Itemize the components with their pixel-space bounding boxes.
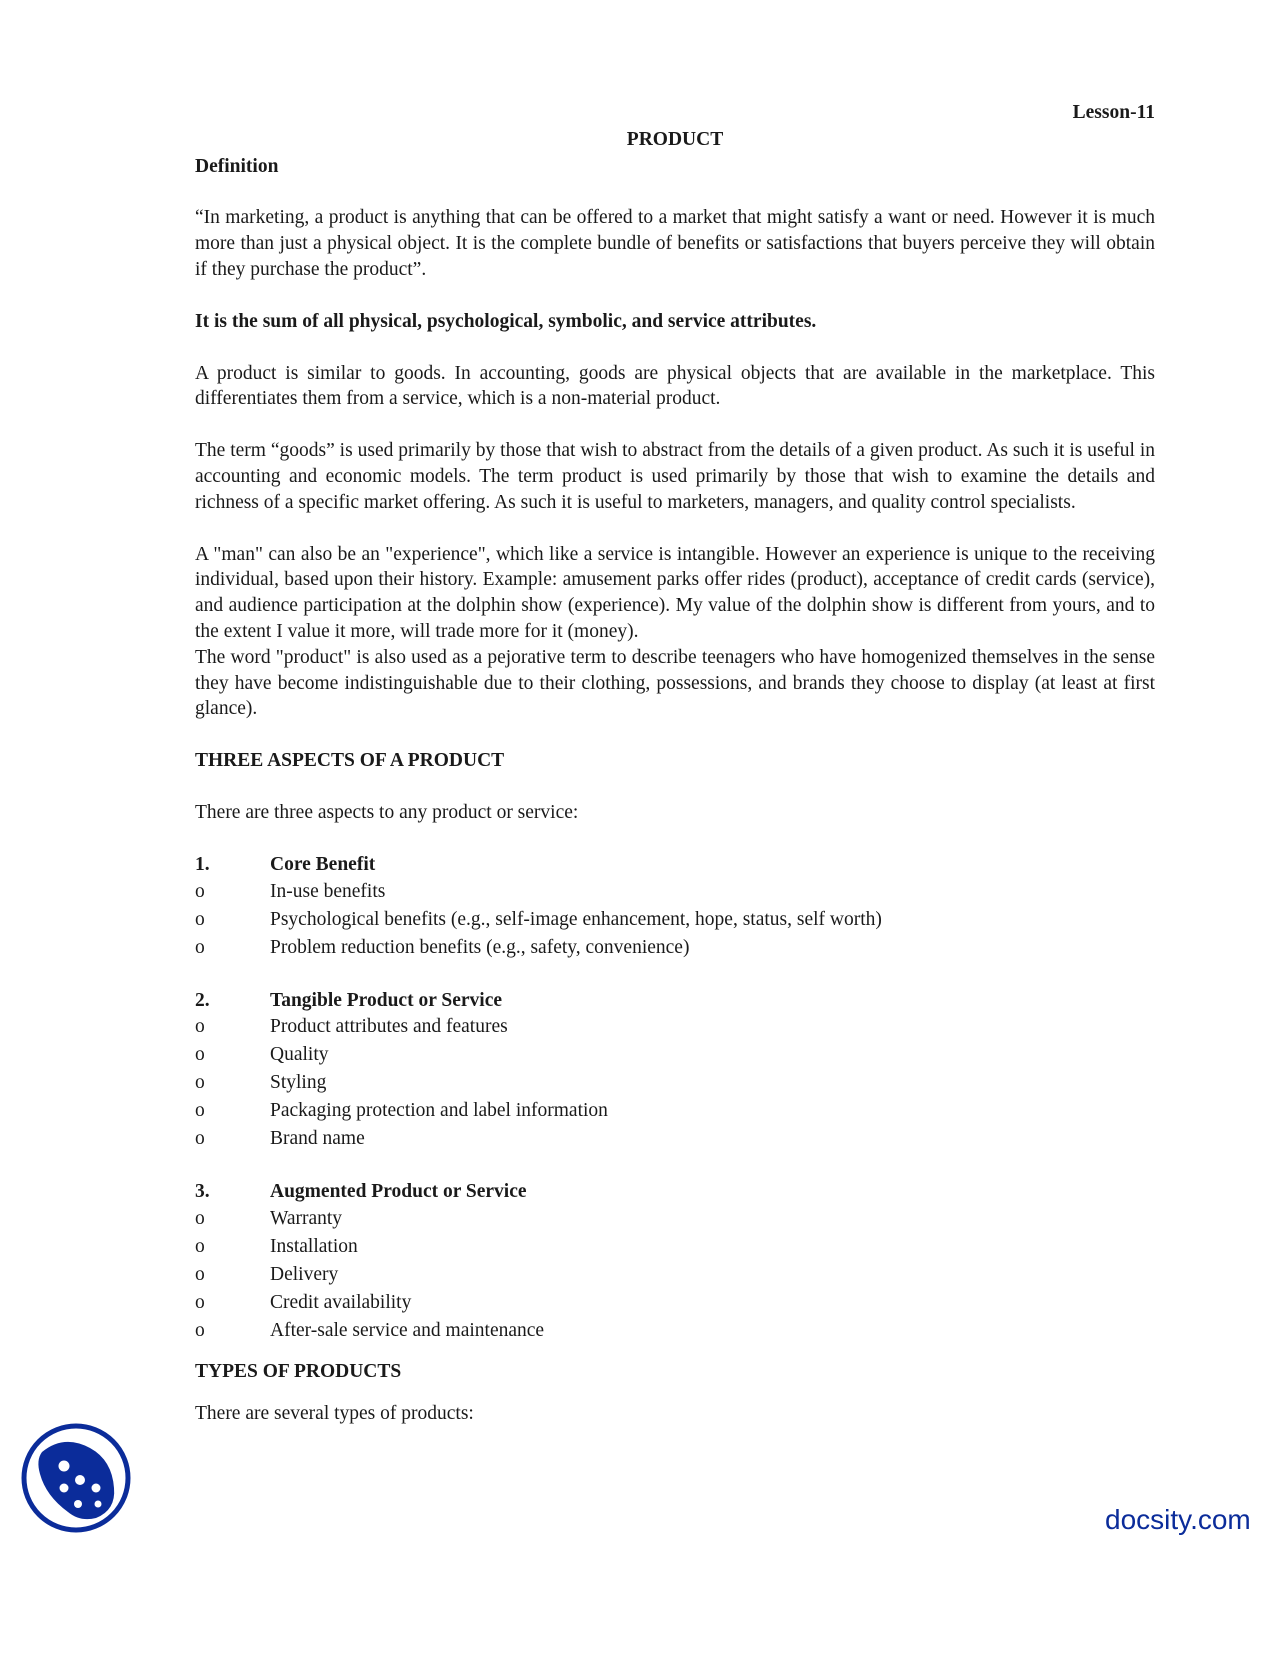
page-title: PRODUCT	[626, 128, 724, 150]
list-item-text: Psychological benefits (e.g., self-image enhancement, hope, status, self worth)	[270, 908, 882, 930]
list-item	[195, 1097, 1155, 1125]
list-number: 2.	[195, 989, 210, 1011]
sum-statement: It is the sum of all physical, psychological, symbolic, and service attributes.	[195, 310, 817, 332]
list-item	[195, 906, 1155, 934]
list-item-text: Quality	[270, 1044, 329, 1066]
list-item	[195, 1205, 1155, 1233]
term-paragraph: The term “goods” is used primarily by those that wish to abstract from the details of a given product. As such it is useful in accounting and economic models. The term product is used primarily by those that wish to examine the details and richness of a specific market offering. As such it is useful to marketers, managers, and quality control specialists.	[195, 440, 1155, 513]
list-item	[195, 1233, 1155, 1261]
list-title: Tangible Product or Service	[270, 989, 503, 1011]
aspects-heading: THREE ASPECTS OF A PRODUCT	[195, 750, 505, 772]
list-number: 3.	[195, 1181, 210, 1203]
list-item	[195, 934, 1155, 962]
pejorative-paragraph: The word "product" is also used as a pejorative term to describe teenagers who have homogenized themselves in the sense they have become indistinguishable due to their clothing, possessions, and brands they choose to display (at least at first glance).	[195, 646, 1155, 720]
docsity-logo-icon[interactable]	[20, 1422, 132, 1534]
aspect-core-benefit	[195, 852, 1155, 878]
list-item	[195, 1069, 1155, 1097]
list-item-text: After-sale service and maintenance	[270, 1320, 545, 1342]
list-item	[195, 1013, 1155, 1041]
list-item-text: Credit availability	[270, 1292, 412, 1314]
list-item-text: Styling	[270, 1072, 327, 1094]
bullet-mark: o	[195, 1320, 205, 1342]
bullet-mark: o	[195, 1208, 205, 1230]
list-title: Core Benefit	[270, 853, 376, 875]
list-item-text: In-use benefits	[270, 880, 386, 902]
bullet-mark: o	[195, 1044, 205, 1066]
list-item	[195, 1317, 1155, 1345]
bullet-mark: o	[195, 1292, 205, 1314]
aspect-tangible-product	[195, 988, 1155, 1014]
list-item	[195, 1125, 1155, 1153]
list-item-text: Problem reduction benefits (e.g., safety, convenience)	[270, 936, 690, 958]
bullet-mark: o	[195, 880, 205, 902]
list-item	[195, 1289, 1155, 1317]
list-item-text: Delivery	[270, 1264, 339, 1286]
list-item-text: Packaging protection and label information	[270, 1100, 608, 1122]
aspect-augmented-product	[195, 1179, 1155, 1205]
list-title: Augmented Product or Service	[270, 1181, 527, 1203]
bullet-mark: o	[195, 1072, 205, 1094]
docsity-brand-link[interactable]: docsity.com	[1105, 1504, 1251, 1535]
list-item	[195, 1041, 1155, 1069]
definition-quote: “In marketing, a product is anything that can be offered to a market that might satisfy a want or need. However it is much more than just a physical object. It is the complete bundle of benefits or satisfactions that buyers perceive they will obtain if they purchase the product”.	[195, 207, 1155, 280]
bullet-mark: o	[195, 1016, 205, 1038]
list-item-text: Installation	[270, 1236, 358, 1258]
aspects-intro: There are three aspects to any product or service:	[195, 801, 579, 823]
definition-heading: Definition	[195, 155, 279, 177]
types-intro: There are several types of products:	[195, 1402, 474, 1424]
bullet-mark: o	[195, 936, 205, 958]
bullet-mark: o	[195, 908, 205, 930]
list-item	[195, 1261, 1155, 1289]
experience-paragraph: A "man" can also be an "experience", which like a service is intangible. However an experience is unique to the receiving individual, based upon their history. Example: amusement parks offer rides (product), acceptance of credit cards (service), and audience participation at the dolphin show (experience). My value of the dolphin show is different from yours, and to the extent I value it more, will trade more for it (money).	[195, 543, 1155, 642]
bullet-mark: o	[195, 1264, 205, 1286]
bullet-mark: o	[195, 1100, 205, 1122]
list-item-text: Brand name	[270, 1128, 365, 1150]
list-item	[195, 878, 1155, 906]
document-page	[195, 100, 1155, 1427]
bullet-mark: o	[195, 1236, 205, 1258]
bullet-mark: o	[195, 1128, 205, 1150]
goods-paragraph: A product is similar to goods. In accounting, goods are physical objects that are available in the marketplace. This differentiates them from a service, which is a non-material product.	[195, 362, 1155, 410]
types-heading: TYPES OF PRODUCTS	[195, 1361, 402, 1383]
list-item-text: Warranty	[270, 1208, 343, 1230]
lesson-number: Lesson-11	[1072, 102, 1155, 123]
list-number: 1.	[195, 853, 210, 875]
list-item-text: Product attributes and features	[270, 1016, 508, 1038]
